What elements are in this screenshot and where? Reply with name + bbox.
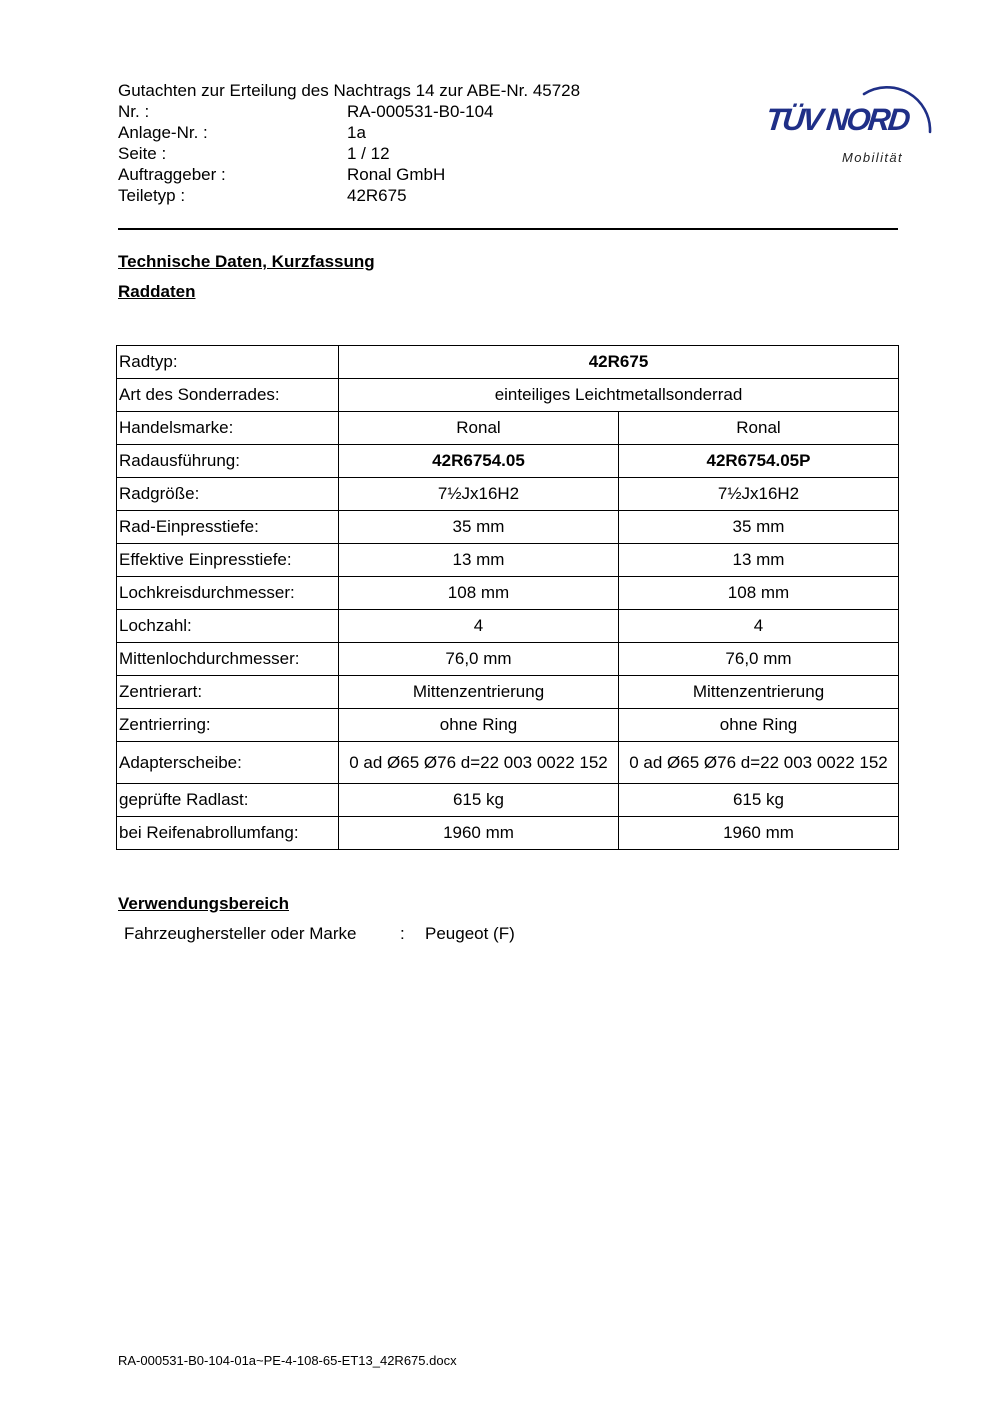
row-label: Zentrierart: — [117, 676, 339, 709]
table-row — [117, 676, 899, 709]
cell-variant-a: 108 mm — [339, 577, 619, 610]
table-row — [117, 742, 899, 784]
table-row — [117, 478, 899, 511]
report-title: Gutachten zur Erteilung des Nachtrags 14 zur ABE-Nr. 45728 — [118, 81, 581, 100]
row-label: Art des Sonderrades: — [117, 379, 339, 412]
row-label: Adapterscheibe: — [117, 742, 339, 784]
table-row — [117, 511, 899, 544]
meta-row-teiletyp — [118, 185, 580, 206]
logo-sub-text: Mobilität — [842, 150, 904, 165]
art-value: einteiliges Leichtmetallsonderrad — [339, 379, 899, 412]
meta-label: Nr. : — [118, 102, 150, 121]
cell-variant-a: ohne Ring — [339, 709, 619, 742]
row-label: Mittenlochdurchmesser: — [117, 643, 339, 676]
cell-variant-a: 13 mm — [339, 544, 619, 577]
cell-variant-b: 42R6754.05P — [619, 445, 899, 478]
cell-variant-b: 7½Jx16H2 — [619, 478, 899, 511]
meta-row-auftraggeber — [118, 164, 580, 185]
cell-variant-a: 4 — [339, 610, 619, 643]
meta-value: 1 / 12 — [347, 144, 390, 163]
row-label: bei Reifenabrollumfang: — [117, 817, 339, 850]
meta-value: 42R675 — [347, 186, 407, 205]
table-row — [117, 544, 899, 577]
meta-label: Seite : — [118, 144, 167, 163]
table-row — [117, 445, 899, 478]
cell-variant-b: ohne Ring — [619, 709, 899, 742]
row-label: Radgröße: — [117, 478, 339, 511]
cell-variant-b: 4 — [619, 610, 899, 643]
meta-label: Teiletyp : — [118, 186, 186, 205]
header-divider — [118, 228, 898, 230]
cell-variant-a: 615 kg — [339, 784, 619, 817]
meta-row-anlage — [118, 122, 580, 143]
radtyp-value: 42R675 — [339, 346, 899, 379]
table-row — [117, 784, 899, 817]
table-row — [117, 577, 899, 610]
usage-label: Fahrzeughersteller oder Marke — [124, 924, 357, 943]
meta-value: RA-000531-B0-104 — [347, 102, 494, 121]
row-label: Radtyp: — [117, 346, 339, 379]
meta-label: Anlage-Nr. : — [118, 123, 208, 142]
cell-variant-b: 76,0 mm — [619, 643, 899, 676]
row-label: Zentrierring: — [117, 709, 339, 742]
cell-variant-b: 108 mm — [619, 577, 899, 610]
meta-row-seite — [118, 143, 580, 164]
table-row — [117, 709, 899, 742]
cell-variant-b: 13 mm — [619, 544, 899, 577]
row-label: Rad-Einpresstiefe: — [117, 511, 339, 544]
table-row — [117, 610, 899, 643]
usage-title: Verwendungsbereich — [118, 894, 289, 913]
row-label: Lochkreisdurchmesser: — [117, 577, 339, 610]
cell-variant-b: 35 mm — [619, 511, 899, 544]
document-header — [118, 80, 580, 206]
cell-variant-b: Ronal — [619, 412, 899, 445]
cell-variant-a: 1960 mm — [339, 817, 619, 850]
cell-variant-b: 1960 mm — [619, 817, 899, 850]
cell-variant-b: 615 kg — [619, 784, 899, 817]
table-row — [117, 379, 899, 412]
wheel-data-table — [116, 345, 899, 850]
tuv-nord-logo — [760, 56, 945, 171]
footer-filename: RA-000531-B0-104-01a~PE-4-108-65-ET13_42R675.docx — [118, 1353, 457, 1368]
row-label: Radausführung: — [117, 445, 339, 478]
row-label: Lochzahl: — [117, 610, 339, 643]
cell-variant-a: 0 ad Ø65 Ø76 d=22 003 0022 152 — [339, 742, 619, 784]
cell-variant-a: 42R6754.05 — [339, 445, 619, 478]
usage-row — [124, 924, 515, 944]
cell-variant-a: Ronal — [339, 412, 619, 445]
cell-variant-b: Mittenzentrierung — [619, 676, 899, 709]
table-row — [117, 346, 899, 379]
cell-variant-a: Mittenzentrierung — [339, 676, 619, 709]
cell-variant-a: 7½Jx16H2 — [339, 478, 619, 511]
meta-value: Ronal GmbH — [347, 165, 446, 184]
row-label: geprüfte Radlast: — [117, 784, 339, 817]
subsection-title: Raddaten — [118, 282, 196, 301]
usage-separator: : — [400, 924, 405, 943]
row-label: Effektive Einpresstiefe: — [117, 544, 339, 577]
cell-variant-a: 76,0 mm — [339, 643, 619, 676]
table-row — [117, 817, 899, 850]
meta-label: Auftraggeber : — [118, 165, 226, 184]
row-label: Handelsmarke: — [117, 412, 339, 445]
cell-variant-a: 35 mm — [339, 511, 619, 544]
meta-value: 1a — [347, 123, 366, 142]
meta-row-nr — [118, 101, 580, 122]
logo-brand-text: TÜV NORD — [764, 102, 910, 137]
table-row — [117, 643, 899, 676]
usage-value: Peugeot (F) — [425, 924, 515, 943]
table-row — [117, 412, 899, 445]
cell-variant-b: 0 ad Ø65 Ø76 d=22 003 0022 152 — [619, 742, 899, 784]
section-title: Technische Daten, Kurzfassung — [118, 252, 375, 271]
